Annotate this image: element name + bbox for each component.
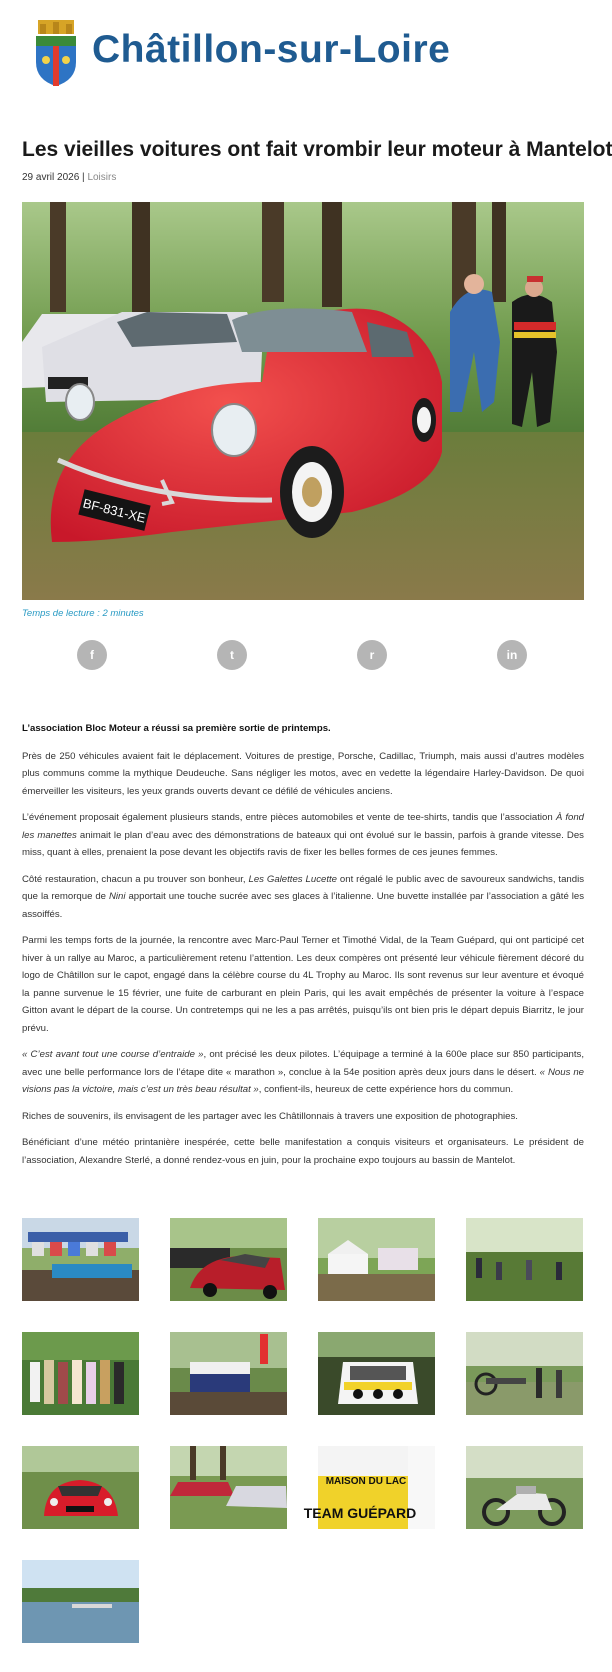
gallery-photo-flags[interactable] (170, 1332, 287, 1415)
gallery-photo-group[interactable] (22, 1332, 139, 1415)
gallery-photo-motorcycles[interactable] (466, 1446, 583, 1529)
article-body (22, 720, 584, 1178)
category-link[interactable]: Loisirs (87, 172, 117, 183)
paragraph-7: Bénéficiant d’une météo printanière inespérée, cette belle manifestation a conquis visiteurs et organisateurs. Le président de l’association, Alexandre Sterlé, a donné rendez-vous en juin, pour la prochaine expo toujours au bassin de Mantelot. (22, 1137, 584, 1166)
coat-of-arms-logo[interactable] (32, 18, 80, 88)
gallery-photo-cadillac[interactable] (170, 1446, 287, 1529)
gallery-photo-tents[interactable] (318, 1218, 435, 1301)
share-linkedin-button[interactable] (497, 640, 527, 670)
share-twitter-button[interactable] (217, 640, 247, 670)
team-guepard-decal: TEAM GUÉPARD (303, 1505, 417, 1521)
gallery-photo-rally-car[interactable] (318, 1332, 435, 1415)
gallery-photo-red-car[interactable] (170, 1218, 287, 1301)
gallery-photo-motorbike[interactable] (466, 1332, 583, 1415)
reddit-icon: r (369, 648, 375, 662)
paragraph-5: « C’est avant tout une course d’entraide », ont précisé les deux pilotes. L’équipage a terminé à la 600e place sur 850 participants, avec une belle performance lors de l’étape dite « marathon », conclue à la 54e position après deux jours dans le désert. « Nous ne visions pas la victoire, mais c’est un très beau résultat », confient-ils, heureux de cette expérience hors du commun. (22, 1049, 585, 1095)
twitter-icon: t (230, 648, 234, 662)
site-header (0, 0, 600, 110)
site-name[interactable]: Châtillon-sur-Loire (92, 28, 451, 71)
maison-du-lac-decal: MAISON DU LAC (325, 1476, 407, 1487)
facebook-icon: f (90, 648, 94, 662)
article-lead: L’association Bloc Moteur a réussi sa première sortie de printemps. (22, 723, 331, 734)
article-date: 29 avril 2026 (22, 172, 80, 183)
paragraph-2: L’événement proposait également plusieurs stands, entre pièces automobiles et vente de tee-shirts, tandis que l’association À fond les manettes animait le plan d’eau avec des démonstrations de bateaux qui ont évolué sur le bassin, parfois à grande vitesse. Des miss, quant à elles, prenaient la pose devant les objectifs ravis de fixer les belles formes de ces jeunes femmes. (22, 812, 584, 858)
gallery-photo-stand[interactable] (22, 1218, 139, 1301)
gallery-photo-crowd[interactable] (466, 1218, 583, 1301)
meta-separator: | (82, 172, 85, 183)
reading-time: Temps de lecture : 2 minutes (22, 608, 144, 619)
license-plate: BF-831-XE (81, 495, 148, 526)
article-meta (22, 172, 116, 183)
gallery-photo-team-guepard[interactable] (303, 1446, 435, 1529)
paragraph-4: Parmi les temps forts de la journée, la rencontre avec Marc-Paul Terner et Timothé Vidal, de la Team Guépard, qui ont participé cet hiver à un rallye au Maroc, a particulièrement retenu l’attention. Les deux compères ont présenté leur véhicule fièrement décoré du logo de Châtillon sur le capot, engagé dans la célèbre course du 4L Trophy au Maroc. Ils sont revenus sur leur aventure et évoqué la panne survenue le 15 février, une fuite de carburant en plein Paris, qui les avait empêchés de présenter la voiture à l’espace Gitton avant le départ de la course. Un contretemps qui ne les a pas arrêtés, puisqu’ils ont bien pris le départ depuis Biarritz, le jour prévu. (22, 935, 584, 1034)
share-facebook-button[interactable] (77, 640, 107, 670)
gallery-photo-red-convertible[interactable] (22, 1446, 139, 1529)
paragraph-6: Riches de souvenirs, ils envisagent de les partager avec les Châtillonnais à travers une exposition de photographies. (22, 1110, 518, 1122)
article-title: Les vieilles voitures ont fait vrombir leur moteur à Mantelot (22, 138, 612, 161)
share-reddit-button[interactable] (357, 640, 387, 670)
hero-image (22, 202, 584, 600)
gallery-photo-lake[interactable] (22, 1560, 139, 1643)
paragraph-1: Près de 250 véhicules avaient fait le déplacement. Voitures de prestige, Porsche, Cadillac, Triumph, mais aussi d’autres modèles plus communs comme la mythique Deudeuche. Sans négliger les motos, avec en vedette la légendaire Harley-Davidson. De quoi émerveiller les visiteurs, les yeux grands ouverts devant ce défilé de véhicules anciens. (22, 750, 584, 797)
paragraph-3: Côté restauration, chacun a pu trouver son bonheur, Les Galettes Lucette ont régalé le public avec de savoureux sandwichs, tandis que la remorque de Nini apportait une touche sucrée avec ses glaces à l’italienne. Une buvette installée par l’association a gâté les assoiffés. (22, 873, 584, 920)
linkedin-icon: in (506, 648, 518, 662)
